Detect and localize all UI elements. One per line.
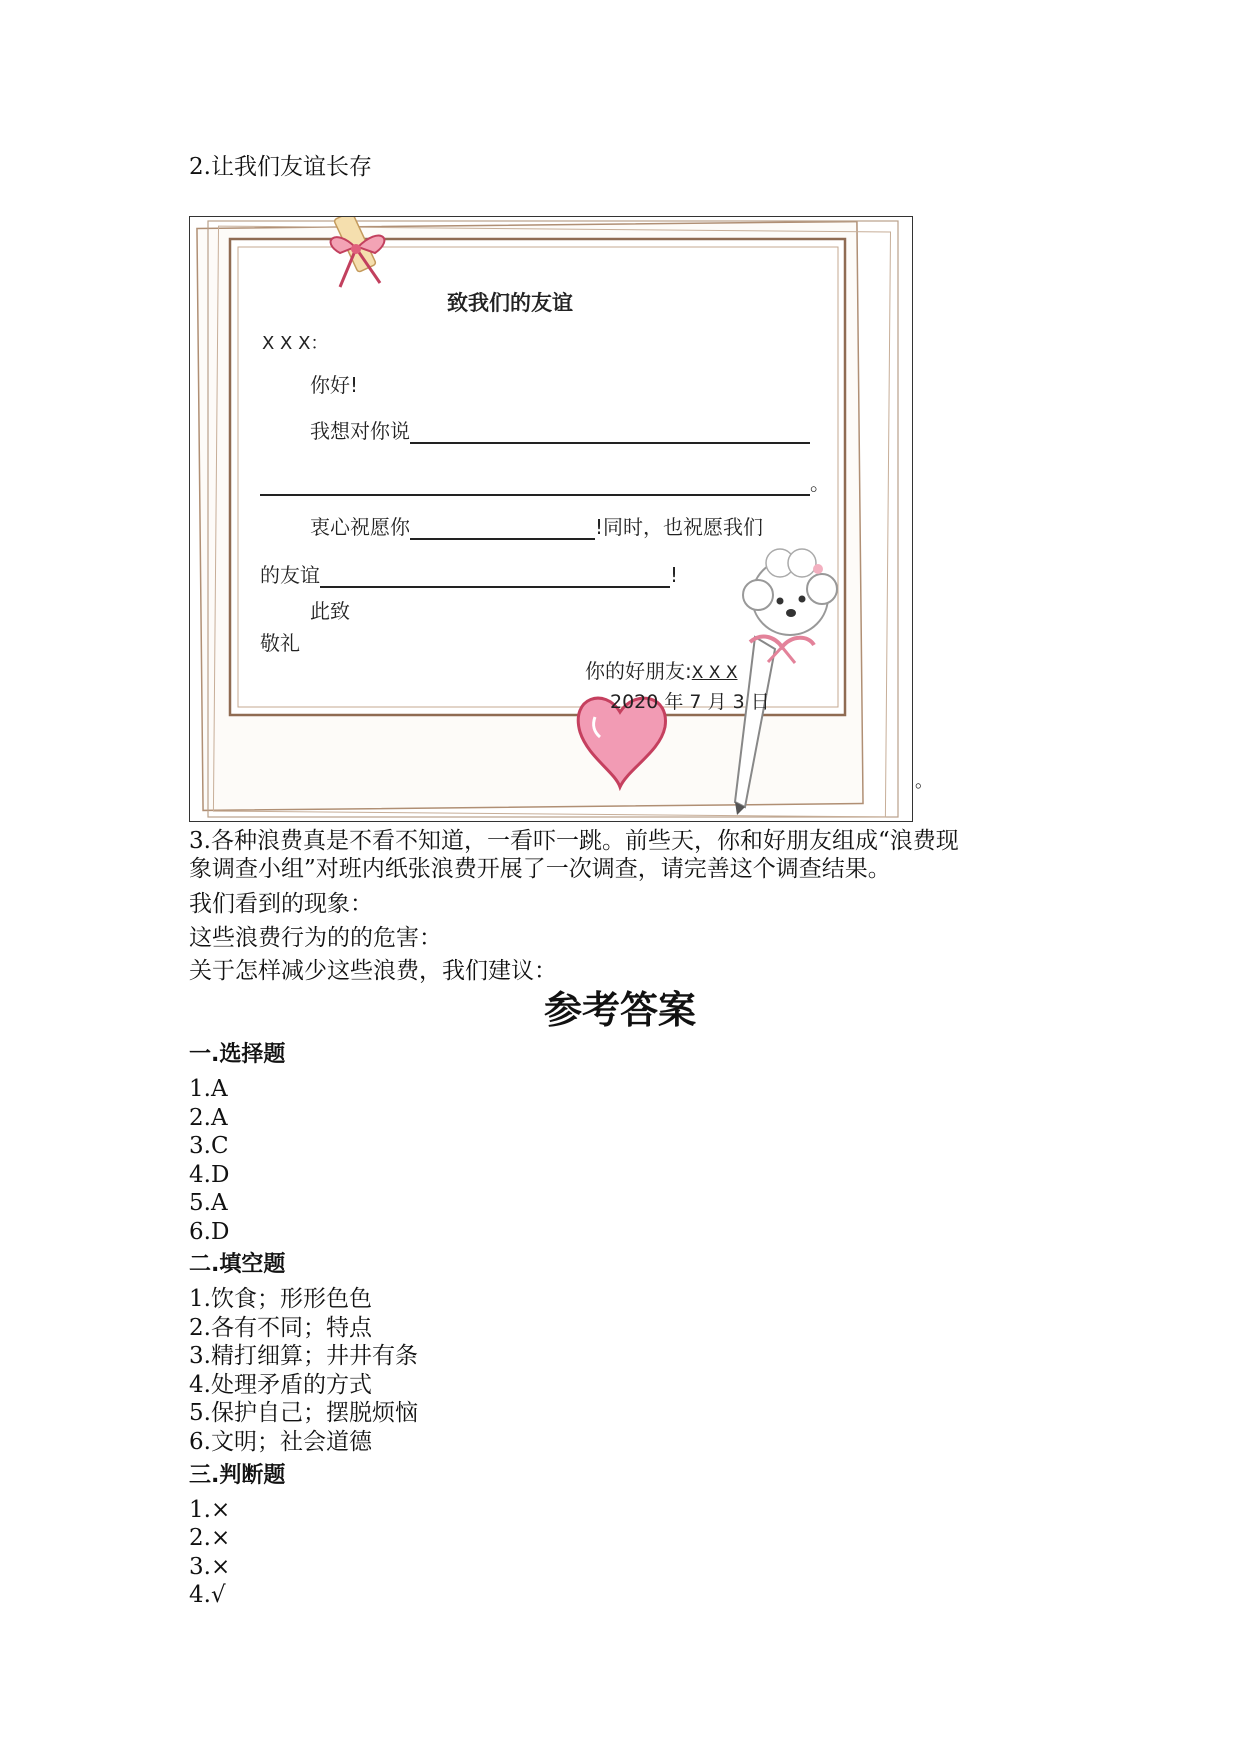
section-2-heading: 二.填空题 [189, 1252, 286, 1277]
letter-line-4 [260, 559, 678, 588]
letter-closing-2: 敬礼 [260, 631, 300, 655]
section-2-item: 2.各有不同；特点 [189, 1315, 372, 1341]
trailing-period: 。 [915, 771, 933, 792]
answer-blank[interactable] [410, 518, 595, 540]
letter-salutation: X X X： [262, 333, 329, 354]
section-1-item: 6.D [189, 1219, 230, 1245]
question-3-item-2: 这些浪费行为的的危害： [189, 925, 442, 951]
friendship-letter-image [189, 216, 913, 822]
answer-blank[interactable] [410, 422, 810, 444]
answers-title: 参考答案 [543, 988, 696, 1032]
section-3-heading: 三.判断题 [189, 1463, 286, 1488]
letter-line-3-prefix: 衷心祝愿你 [310, 515, 410, 539]
section-2-item: 5.保护自己；摆脱烦恼 [189, 1400, 418, 1426]
signature-name: X X X [691, 663, 738, 683]
section-3-item: 4.√ [189, 1582, 226, 1608]
letter-date: 2020 年 7 月 3 日 [610, 691, 770, 713]
letter-signature [585, 655, 738, 684]
question-2-title: 2.让我们友谊长存 [189, 154, 372, 180]
section-1-item: 5.A [189, 1190, 228, 1216]
section-1-heading: 一.选择题 [189, 1042, 286, 1067]
question-3-item-3: 关于怎样减少这些浪费，我们建议： [189, 958, 557, 984]
section-2-item: 6.文明；社会道德 [189, 1429, 372, 1455]
letter-greeting: 你好! [310, 373, 359, 397]
section-2-item: 1.饮食；形形色色 [189, 1286, 372, 1312]
answer-blank[interactable] [260, 474, 810, 496]
letter-heading: 致我们的友谊 [447, 291, 573, 315]
section-1-item: 2.A [189, 1105, 228, 1131]
section-2-item: 3.精打细算；井井有条 [189, 1343, 418, 1369]
letter-closing-1: 此致 [310, 599, 350, 623]
letter-line-1-prefix: 我想对你说 [310, 419, 410, 443]
letter-line-1 [310, 415, 810, 444]
letter-line-3 [310, 511, 763, 540]
section-3-item: 3.× [189, 1554, 231, 1580]
section-1-item: 3.C [189, 1133, 229, 1159]
question-3-line-1: 3.各种浪费真是不看不知道，一看吓一跳。前些天，你和好朋友组成“浪费现 [189, 828, 959, 854]
section-3-item: 1.× [189, 1497, 231, 1523]
section-2-item: 4.处理矛盾的方式 [189, 1372, 372, 1398]
question-3-line-2: 象调查小组”对班内纸张浪费开展了一次调查，请完善这个调查结果。 [189, 856, 891, 882]
section-1-item: 1.A [189, 1076, 228, 1102]
letter-line-4-prefix: 的友谊 [260, 563, 320, 587]
letter-line-2 [260, 467, 830, 496]
signature-label: 你的好朋友: [585, 659, 692, 683]
question-3-item-1: 我们看到的现象： [189, 891, 373, 917]
letter-line-4-end: ! [670, 563, 679, 587]
letter-line-3-mid: !同时，也祝愿我们 [595, 515, 764, 539]
section-3-item: 2.× [189, 1525, 231, 1551]
answer-blank[interactable] [320, 566, 670, 588]
section-1-item: 4.D [189, 1162, 230, 1188]
letter-line-2-end: 。 [810, 471, 830, 495]
